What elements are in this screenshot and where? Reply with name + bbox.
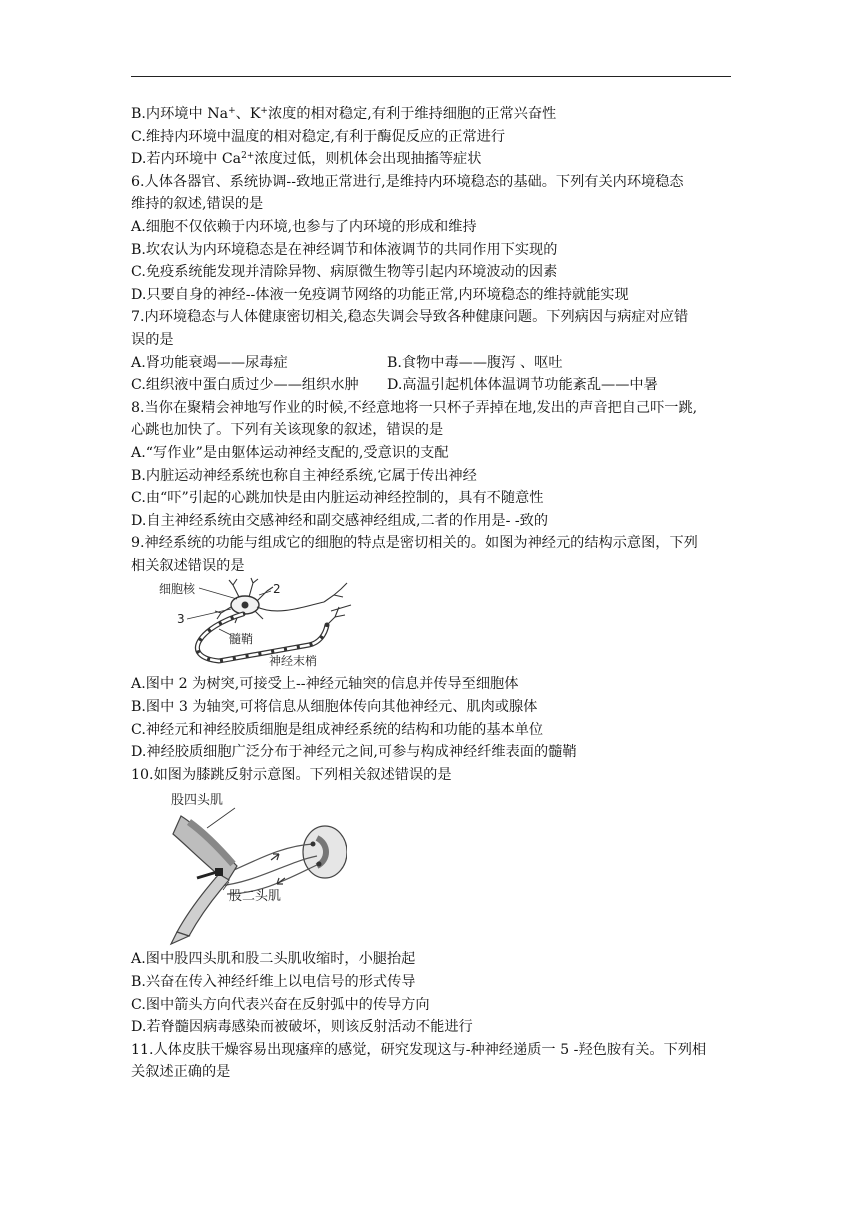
q5-option-b: B.内环境中 Na+、K+浓度的相对稳定,有利于维持细胞的正常兴奋性 xyxy=(131,106,557,122)
label-3: 3 xyxy=(177,612,185,627)
q8-stem-line-1: 8.当你在聚精会神地写作业的时候,不经意地将一只杯子弄掉在地,发出的声音把自己吓一跳, xyxy=(131,399,698,416)
q10-stem: 10.如图为膝跳反射示意图。下列相关叙述错误的是 xyxy=(131,766,452,783)
q6-stem-line-2: 维持的叙述,错误的是 xyxy=(131,196,264,213)
q7-stem-line-1: 7.内环境稳态与人体健康密切相关,稳态失调会导致各种健康问题。下列病因与病症对应错 xyxy=(131,309,689,326)
q6-option-a: A.细胞不仅依赖于内环境,也参与了内环境的形成和维持 xyxy=(131,218,477,235)
q11-stem-line-1: 11.人体皮肤干燥容易出现瘙痒的感觉，研究发现这与-种神经递质一 5 -羟色胺有关。下列相 xyxy=(131,1041,707,1058)
q10-option-b: B.兴奋在传入神经纤维上以电信号的形式传导 xyxy=(131,974,416,991)
q7-option-d: D.高温引起机体体温调节功能紊乱——中暑 xyxy=(387,377,658,394)
q10-option-a: A.图中股四头肌和股二头肌收缩时，小腿抬起 xyxy=(131,951,416,968)
q8-option-b: B.内脏运动神经系统也称自主神经系统,它属于传出神经 xyxy=(131,467,477,484)
q9-stem-line-1: 9.神经系统的功能与组成它的细胞的特点是密切相关的。如图为神经元的结构示意图，下列 xyxy=(131,535,698,552)
q7-options-row-2 xyxy=(131,374,735,397)
q7-option-c: C.组织液中蛋白质过少——组织水肿 xyxy=(131,377,359,394)
q9-option-a: A.图中 2 为树突,可接受上--神经元轴突的信息并传导至细胞体 xyxy=(131,676,519,693)
q8-option-c: C.由“吓”引起的心跳加快是由内脏运动神经控制的，具有不随意性 xyxy=(131,490,544,507)
label-nerve-terminal: 神经末梢 xyxy=(269,654,318,669)
q10-option-c: C.图中箭头方向代表兴奋在反射弧中的传导方向 xyxy=(131,996,430,1013)
q5-option-c: C.维持内环境中温度的相对稳定,有利于酶促反应的正常进行 xyxy=(131,128,506,145)
neuron-figure xyxy=(159,577,735,673)
q5-option-d: D.若内环境中 $Ca^{2+}$浓度过低，则机体会出现抽搐等症状 xyxy=(131,151,482,168)
q8-option-a: A.“写作业”是由躯体运动神经支配的,受意识的支配 xyxy=(131,444,449,461)
q7-option-a: A.肾功能衰竭——尿毒症 xyxy=(131,354,288,371)
knee-jerk-figure xyxy=(167,786,735,948)
q6-option-b: B.坎农认为内环境稳态是在神经调节和体液调节的共同作用下实现的 xyxy=(131,241,558,258)
q9-option-d: D.神经胶质细胞广泛分布于神经元之间,可参与构成神经纤维表面的髓鞘 xyxy=(131,744,577,761)
q8-stem-line-2: 心跳也加快了。下列有关该现象的叙述，错误的是 xyxy=(131,422,444,439)
q6-option-d: D.只要自身的神经--体液一免疫调节网络的功能正常,内环境稳态的维持就能实现 xyxy=(131,286,629,303)
q11-stem-line-2: 关叙述正确的是 xyxy=(131,1064,231,1081)
header-rule xyxy=(131,76,731,77)
q8-option-d: D.自主神经系统由交感神经和副交感神经组成,二者的作用是- -致的 xyxy=(131,512,549,529)
neuron-diagram xyxy=(159,577,379,673)
q7-options-row-1 xyxy=(131,352,735,375)
q9-stem-line-2: 相关叙述错误的是 xyxy=(131,557,245,574)
q7-option-b: B.食物中毒——腹泻 、呕吐 xyxy=(387,354,563,371)
label-biceps-femoris: 股二头肌 xyxy=(229,889,282,905)
q6-stem-line-1: 6.人体各器官、系统协调--致地正常进行,是维持内环境稳态的基础。下列有关内环境稳态 xyxy=(131,173,684,190)
label-myelin: 髓鞘 xyxy=(229,632,254,647)
q10-option-d: D.若脊髓因病毒感染而被破坏，则该反射活动不能进行 xyxy=(131,1019,473,1036)
label-quadriceps: 股四头肌 xyxy=(171,793,224,809)
q9-option-b: B.图中 3 为轴突,可将信息从细胞体传向其他神经元、肌肉或腺体 xyxy=(131,699,538,716)
knee-jerk-diagram xyxy=(167,786,347,948)
label-2: 2 xyxy=(273,582,281,597)
q9-option-c: C.神经元和神经胶质细胞是组成神经系统的结构和功能的基本单位 xyxy=(131,721,544,738)
q7-stem-line-2: 误的是 xyxy=(131,331,174,348)
label-nucleus: 细胞核 xyxy=(159,582,196,597)
q6-option-c: C.免疫系统能发现并清除异物、病原微生物等引起内环境波动的因素 xyxy=(131,264,558,281)
page-content xyxy=(131,103,735,1084)
